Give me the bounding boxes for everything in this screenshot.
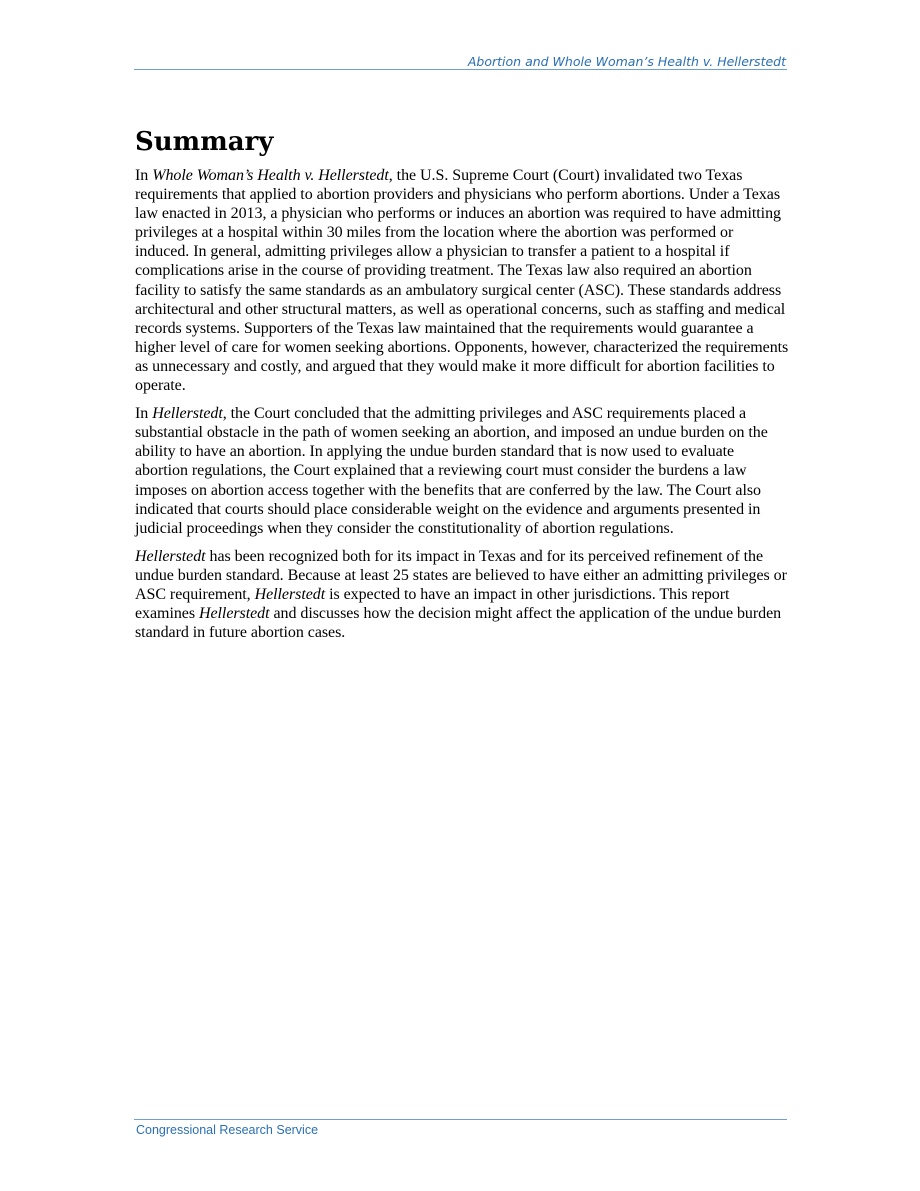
- footer-rule: [134, 1119, 787, 1120]
- footer-organization: Congressional Research Service: [136, 1123, 319, 1137]
- text-run: has been recognized both for its impact in Texas and for its perceived refinement of the undue burden standard. Because at least 25 states are believed to have either an admitting privileges or ASC requirement,: [135, 547, 787, 603]
- text-run: In: [135, 167, 153, 184]
- summary-paragraphs: [135, 166, 790, 642]
- paragraph-3: [135, 547, 790, 642]
- text-run: , the U.S. Supreme Court (Court) invalidated two Texas requirements that applied to abortion providers and physicians who perform abortions. Under a Texas law enacted in 2013, a physician who performs or induces an abortion was required to have admitting privileges at a hospital within 30 miles from the location where the abortion was performed or induced. In general, admitting privileges allow a physician to transfer a patient to a hospital if complications arise in the course of providing treatment. The Texas law also required an abortion facility to satisfy the same standards as an ambulatory surgical center (ASC). These standards address architectural and other structural matters, as well as operational concerns, such as staffing and medical records systems. Supporters of the Texas law maintained that the requirements would guarantee a higher level of care for women seeking abortions. Opponents, however, characterized the requirements as unnecessary and costly, and argued that they would make it more difficult for abortion facilities to operate.: [135, 167, 789, 395]
- text-run: and discusses how the decision might affect the application of the undue burden standard in future abortion cases.: [135, 605, 782, 642]
- italic-run: Hellerstedt: [152, 405, 223, 423]
- italic-run: Hellerstedt: [198, 605, 270, 623]
- paragraph-1: [135, 166, 790, 395]
- text-run: is expected to have an impact in other jurisdictions. This report examines: [135, 585, 730, 623]
- text-run: In: [135, 405, 153, 423]
- italic-run: Whole Woman’s Health v. Hellerstedt: [152, 167, 389, 184]
- italic-run: Hellerstedt: [254, 585, 326, 603]
- paragraph-2: [135, 404, 790, 538]
- main-content: [135, 124, 790, 651]
- header-rule: [134, 69, 787, 70]
- italic-run: Hellerstedt: [135, 547, 206, 565]
- running-header-title: Abortion and Whole Woman’s Health v. Hellerstedt: [467, 54, 786, 69]
- text-run: , the Court concluded that the admitting privileges and ASC requirements placed a substantial obstacle in the path of women seeking an abortion, and imposed an undue burden on the ability to have an abortion. In applying the undue burden standard that is now used to evaluate abortion regulations, the Court explained that a reviewing court must consider the burdens a law imposes on abortion access together with the benefits that are conferred by the law. The Court also indicated that courts should place considerable weight on the evidence and arguments presented in judicial proceedings when they consider the constitutionality of abortion regulations.: [135, 405, 768, 537]
- section-title: Summary: [135, 127, 274, 157]
